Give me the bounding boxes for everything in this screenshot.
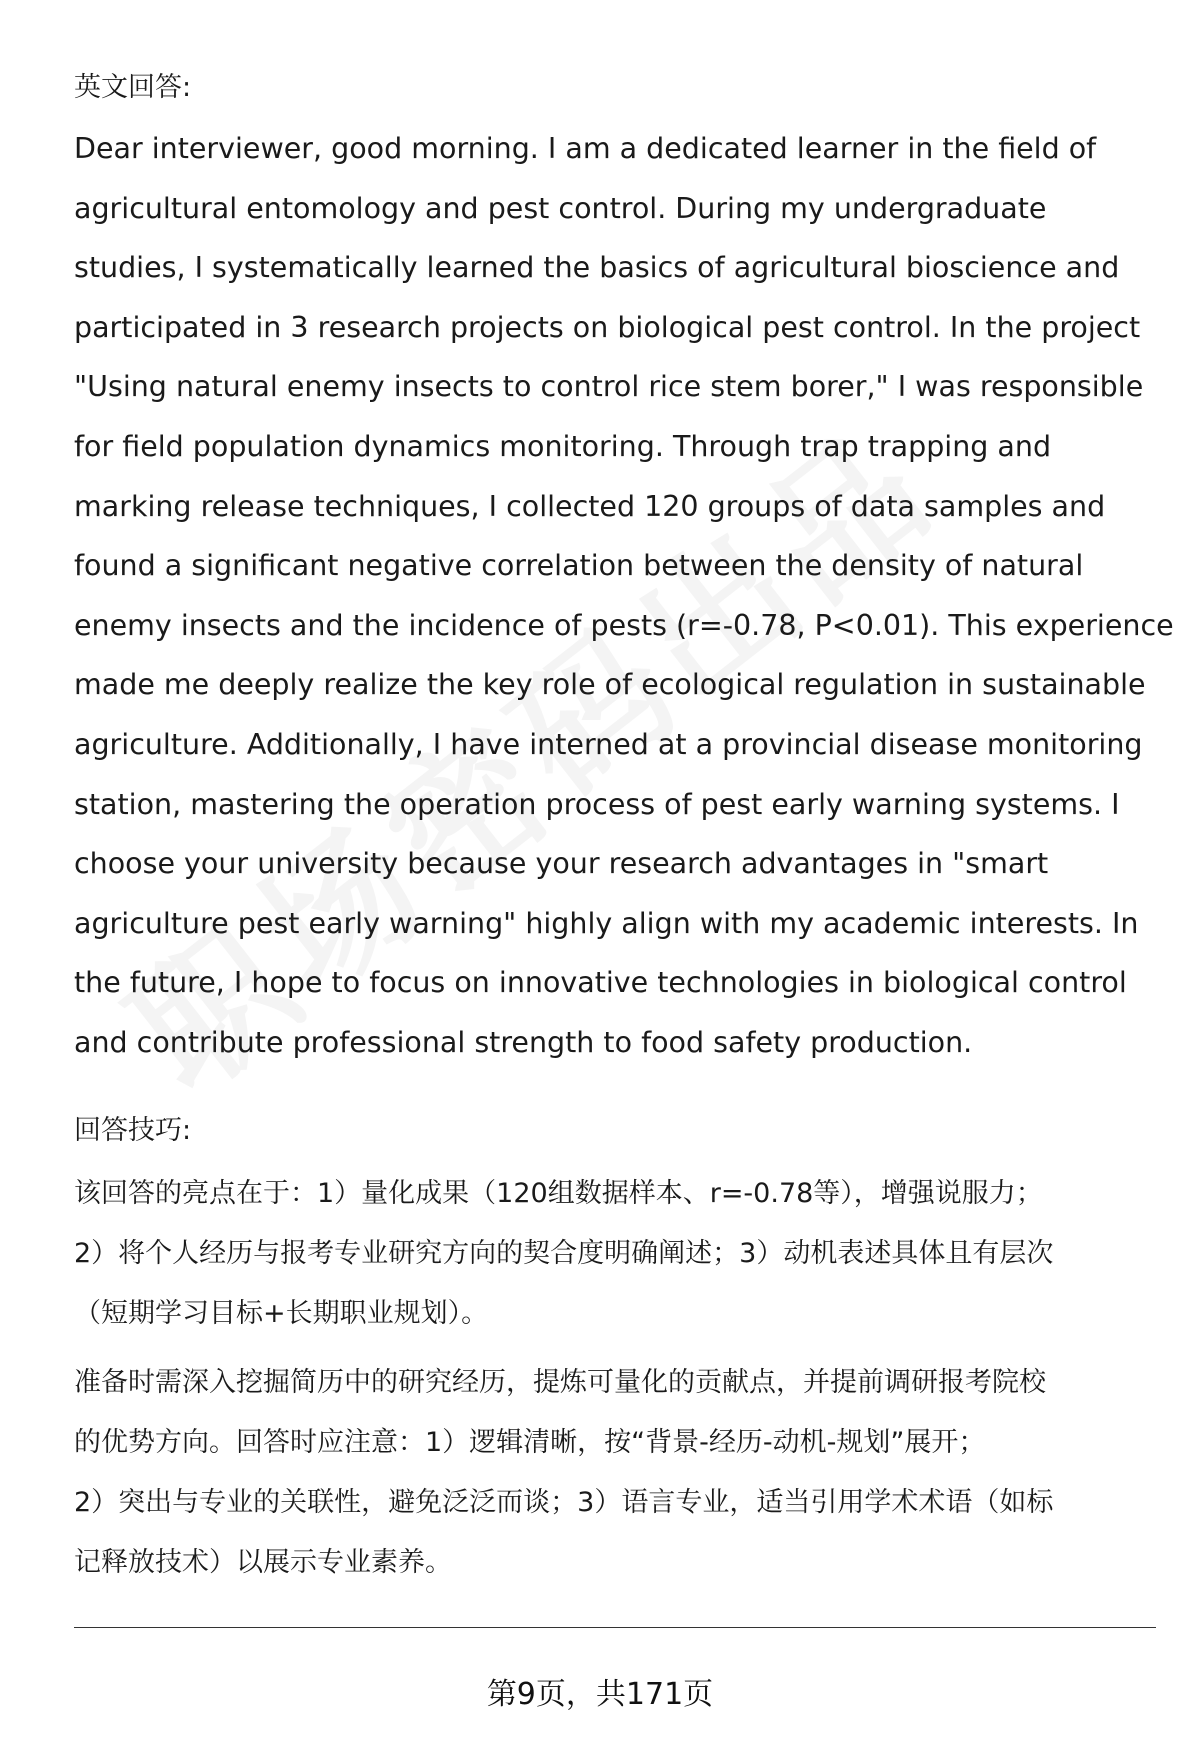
english-answer-line: choose your university because your research advantages in "smart: [74, 847, 1049, 881]
page-number: 第9页，共171页: [486, 1677, 714, 1712]
tips-line: 的优势方向。回答时应注意：1）逻辑清晰，按“背景-经历-动机-规划”展开；: [74, 1427, 986, 1458]
english-answer-line: the future, I hope to focus on innovative technologies in biological control: [74, 966, 1127, 1000]
english-answer-line: agriculture. Additionally, I have interned at a provincial disease monitoring: [74, 727, 1143, 761]
tips-line: 该回答的亮点在于：1）量化成果（120组数据样本、r=-0.78等），增强说服力；: [74, 1178, 1043, 1209]
answer-tips-paragraph-preparation: [74, 1353, 1164, 1593]
tips-line: 2）突出与专业的关联性，避免泛泛而谈；3）语言专业，适当引用学术术语（如标: [74, 1487, 1054, 1518]
english-answer-line: marking release techniques, I collected 120 groups of data samples and: [74, 489, 1106, 523]
english-answer-heading: 英文回答:: [74, 72, 192, 103]
answer-tips-paragraph-highlights: [74, 1164, 1164, 1344]
footer-divider: [74, 1627, 1156, 1628]
english-answer-line: and contribute professional strength to food safety production.: [74, 1025, 973, 1059]
tips-line: 记释放技术）以展示专业素养。: [74, 1547, 452, 1578]
english-answer-body: [74, 119, 1174, 1073]
tips-line: 准备时需深入挖掘简历中的研究经历，提炼可量化的贡献点，并提前调研报考院校: [74, 1367, 1046, 1398]
answer-tips-heading: 回答技巧:: [74, 1115, 192, 1146]
english-answer-line: for field population dynamics monitoring. Through trap trapping and: [74, 429, 1052, 463]
english-answer-line: agriculture pest early warning" highly align with my academic interests. In: [74, 906, 1139, 940]
english-answer-line: found a significant negative correlation between the density of natural: [74, 549, 1084, 583]
english-answer-line: "Using natural enemy insects to control rice stem borer," I was responsible: [74, 370, 1144, 404]
english-answer-line: made me deeply realize the key role of ecological regulation in sustainable: [74, 668, 1146, 702]
tips-line: （短期学习目标+长期职业规划）。: [74, 1298, 489, 1329]
tips-line: 2）将个人经历与报考专业研究方向的契合度明确阐述；3）动机表述具体且有层次: [74, 1238, 1054, 1269]
english-answer-line: participated in 3 research projects on biological pest control. In the project: [74, 310, 1141, 344]
english-answer-line: agricultural entomology and pest control. During my undergraduate: [74, 191, 1047, 225]
english-answer-line: station, mastering the operation process of pest early warning systems. I: [74, 787, 1120, 821]
english-answer-line: enemy insects and the incidence of pests (r=-0.78, P<0.01). This experience: [74, 608, 1174, 642]
english-answer-line: Dear interviewer, good morning. I am a dedicated learner in the field of: [74, 132, 1097, 165]
english-answer-line: studies, I systematically learned the basics of agricultural bioscience and: [74, 251, 1120, 285]
